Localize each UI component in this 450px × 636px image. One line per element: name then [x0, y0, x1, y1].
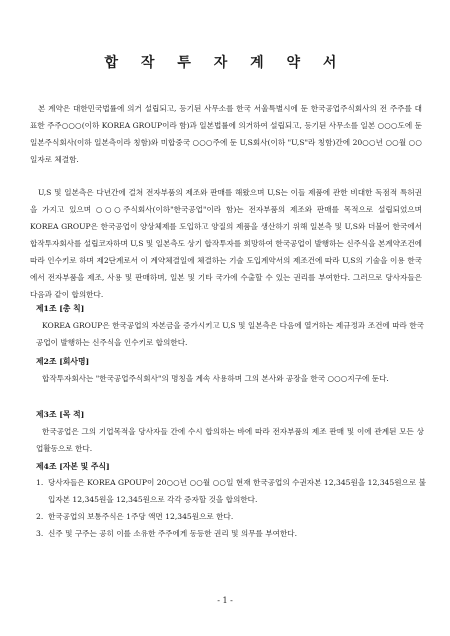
article-2-heading: 제2조 [회사명] — [36, 357, 90, 366]
list-item-number: 2. — [36, 512, 44, 521]
article-2-body: 합작투자회사는 "한국공업주식회사"의 명칭을 계속 사용하며 그의 본사와 공장을 한국 ○○○지구에 둔다. — [42, 374, 389, 383]
list-item-text: 당사자들은 KOREA GPOUP이 20○○년 ○○월 ○○일 현재 한국공업의 수권자본 12,345원을 12,345원으로 불입자본 12,345원을 12,345원으로 각각 증자할 것을 합의한다. — [48, 478, 426, 504]
list-item — [36, 508, 426, 525]
background-paragraph: U,S 및 일본측은 다년간에 걸쳐 전자부품의 제조와 판매를 해왔으며 U,S는 이들 제품에 관한 비대한 독점적 특허권을 가지고 있으며 ○○○주식회사(이하"한국공업"이라 함)는 전자부품의 제조와 판매를 목적으로 설립되었으며 KOREA GROUP은 한국공업이 양상체제를 도입하고 양질의 제품을 생산하기 위해 일본측 및 U,S와 더불어 한국에서 합작투자회사를 설립코자하며 U,S 및 일본측도 상기 합작투자를 희망하여 한국공업이 발행하는 신주식을 본계약조건에 따라 인수키로 하며 제2단계로서 이 계약체결일에 체결하는 기술 도입계약서의 제조건에 따라 U,S의 기술을 이용 한국에서 전자부품을 제조, 사용 및 판매하며, 일본 및 기타 국가에 수출할 수 있는 권리를 부여한다. 그러므로 당사자들은 다음과 같이 합의한다. — [30, 188, 422, 299]
list-item-number: 1. — [36, 478, 44, 487]
list-item-text: 신주 및 구주는 공히 이를 소유한 주주에게 동등한 권리 및 의무를 부여한다. — [48, 529, 298, 538]
list-item-text: 한국공업의 보통주식은 1주당 액면 12,345원으로 한다. — [48, 512, 234, 521]
article-1-body: KOREA GROUP은 한국공업의 자본금을 증가시키고 U,S 및 일본측은 다음에 열거하는 제규정과 조건에 따라 한국공업이 발행하는 신주식을 인수키로 합의한다. — [36, 321, 424, 347]
intro-paragraph: 본 계약은 대한민국법률에 의거 설립되고, 등기된 사무소를 한국 서울특별시에 둔 한국공업주식회사의 전 주주를 대표한 주주○○○(이하 KOREA GROUP이라 함)과 일본법률에 의거하여 설립되고, 등기된 사무소를 일본 ○○○도에 둔 일본주식회사(이하 일본측이라 칭함)와 미합중국 ○○○주에 둔 U,S회사(이하 "U,S"라 칭함)간에 20○○년 ○○월 ○○일자로 체결함. — [30, 104, 422, 164]
article-4-list — [36, 474, 426, 542]
page-number: - 1 - — [217, 596, 233, 605]
list-item — [36, 474, 426, 508]
document-title: 합 작 투 자 계 약 서 — [104, 55, 346, 71]
article-3-body: 한국공업은 그의 기업목적을 당사자들 간에 수시 합의하는 바에 따라 전자부품의 제조 판매 및 이에 관계된 모든 상업활동으로 한다. — [36, 427, 424, 453]
article-1-heading: 제1조 [총 칙] — [36, 304, 85, 313]
article-4-heading: 제4조 [자본 및 주식] — [36, 462, 110, 471]
list-item — [36, 525, 426, 542]
article-3-heading: 제3조 [목 적] — [36, 410, 85, 419]
list-item-number: 3. — [36, 529, 44, 538]
